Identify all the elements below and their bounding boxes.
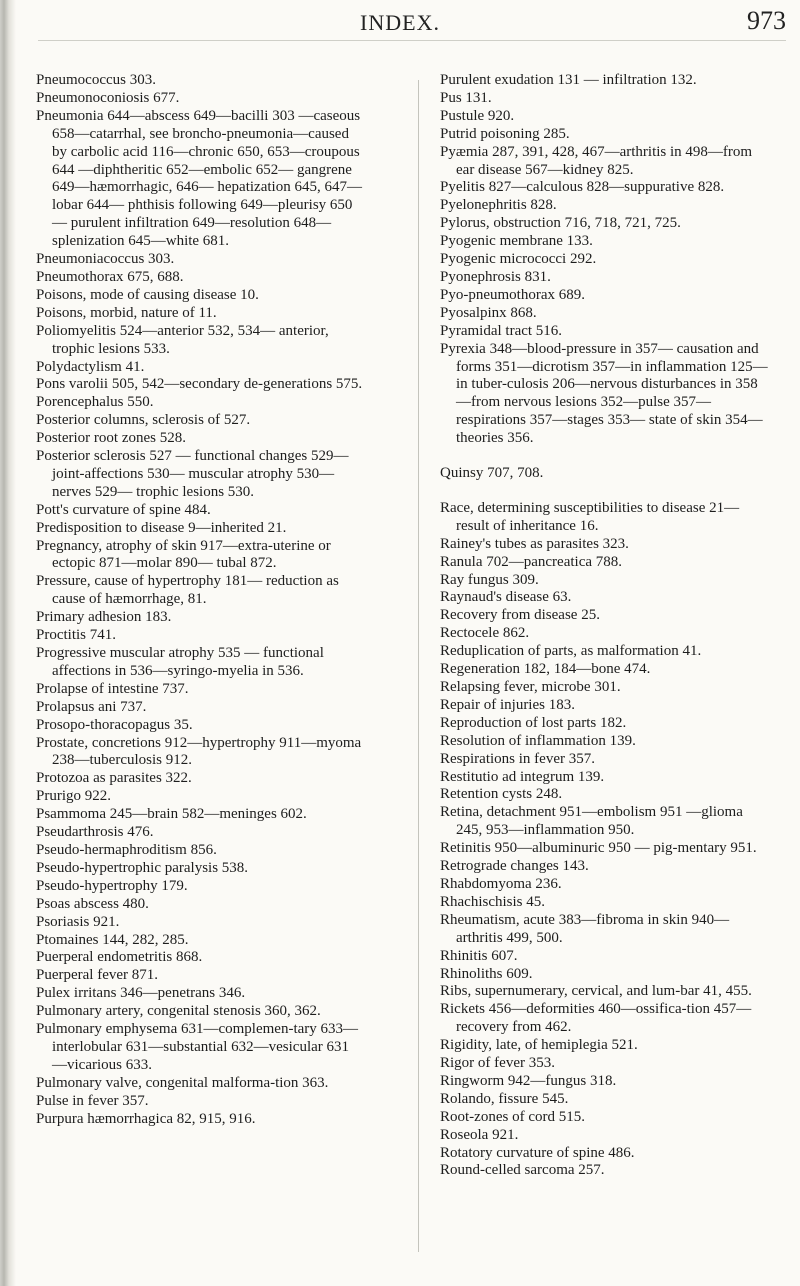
index-entry: Rhabdomyoma 236. <box>440 875 562 892</box>
index-entry: Puerperal fever 871. <box>36 967 159 984</box>
index-entry: Rhinitis 607. <box>440 947 518 964</box>
index-entry: Quinsy 707, 708. <box>440 465 544 482</box>
index-entry: Recovery from disease 25. <box>440 607 600 624</box>
index-entry: Posterior columns, sclerosis of 527. <box>36 412 251 429</box>
index-entry: Ptomaines 144, 282, 285. <box>36 931 189 948</box>
index-entry: Pustule 920. <box>440 107 515 124</box>
index-entry: Psoriasis 921. <box>36 913 120 930</box>
index-entry: Putrid poisoning 285. <box>440 125 570 142</box>
index-entry: Regeneration 182, 184—bone 474. <box>440 661 651 678</box>
index-entry: Rheumatism, acute 383—fibroma in skin 940—arthritis 499, 500. <box>440 911 730 946</box>
index-entry: Pulmonary artery, congenital stenosis 360, 362. <box>36 1003 321 1020</box>
index-entry: Pulex irritans 346—penetrans 346. <box>36 985 246 1002</box>
index-entry: Pneumoniacoccus 303. <box>36 251 175 268</box>
index-entry: Rigor of fever 353. <box>440 1055 555 1072</box>
index-column-right <box>440 72 768 1180</box>
index-entry: Pseudarthrosis 476. <box>36 824 154 841</box>
index-entry: Pylorus, obstruction 716, 718, 721, 725. <box>440 215 681 232</box>
index-entry: Restitutio ad integrum 139. <box>440 768 605 785</box>
index-entry: Pulmonary emphysema 631—complemen-tary 633—interlobular 631—substantial 632—vesicular 631—vicarious 633. <box>36 1021 359 1073</box>
index-entry: Poisons, mode of causing disease 10. <box>36 286 259 303</box>
index-entry: Relapsing fever, microbe 301. <box>440 679 621 695</box>
index-entry: Retinitis 950—albuminuric 950 — pig-mentary 951. <box>440 840 757 857</box>
index-entry: Proctitis 741. <box>36 627 117 644</box>
index-entry: Polydactylism 41. <box>36 358 145 375</box>
index-entry: Puerperal endometritis 868. <box>36 949 203 966</box>
index-entry: Reduplication of parts, as malformation 41. <box>440 643 702 660</box>
index-column-left <box>36 72 364 1128</box>
index-entry: Rolando, fissure 545. <box>440 1090 569 1107</box>
index-entry: Repair of injuries 183. <box>440 696 575 713</box>
index-entry: Pyo-pneumothorax 689. <box>440 286 585 303</box>
index-entry: Race, determining susceptibilities to disease 21—result of inheritance 16. <box>440 499 740 534</box>
page-number: 973 <box>747 6 786 35</box>
index-entry: Ribs, supernumerary, cervical, and lum-bar 41, 455. <box>440 983 752 1000</box>
index-entry: Rickets 456—deformities 460—ossifica-tion 457—recovery from 462. <box>440 1001 752 1036</box>
index-entry: Pyosalpinx 868. <box>440 304 537 321</box>
index-entry: Rigidity, late, of hemiplegia 521. <box>440 1037 638 1054</box>
index-entry: Protozoa as parasites 322. <box>36 770 192 787</box>
column-divider <box>418 80 419 1252</box>
index-entry: Retrograde changes 143. <box>440 858 589 875</box>
index-entry: Resolution of inflammation 139. <box>440 732 636 749</box>
book-spine-shadow <box>0 0 16 1286</box>
index-entry: Poliomyelitis 524—anterior 532, 534— anterior, trophic lesions 533. <box>36 322 329 357</box>
index-entry: Pott's curvature of spine 484. <box>36 501 211 518</box>
index-entry: Primary adhesion 183. <box>36 609 172 626</box>
index-entry: Pressure, cause of hypertrophy 181— reduction as cause of hæmorrhage, 81. <box>36 573 339 608</box>
index-entry: Pyramidal tract 516. <box>440 322 563 339</box>
page-title: INDEX. <box>360 10 440 35</box>
index-entry: Pyonephrosis 831. <box>440 268 551 285</box>
index-entry: Pulse in fever 357. <box>36 1092 149 1109</box>
index-entry: Reproduction of lost parts 182. <box>440 714 627 731</box>
index-entry: Posterior sclerosis 527 — functional changes 529—joint-affections 530— muscular atrophy 530—nerves 529— trophic lesions 530. <box>36 448 349 500</box>
index-entry: Rectocele 862. <box>440 625 530 642</box>
index-entry: Prosopo-thoracopagus 35. <box>36 716 193 733</box>
index-entry: Pseudo-hypertrophic paralysis 538. <box>36 859 249 876</box>
index-entry: Pregnancy, atrophy of skin 917—extra-uterine or ectopic 871—molar 890— tubal 872. <box>36 537 331 572</box>
index-entry: Ringworm 942—fungus 318. <box>440 1072 617 1089</box>
index-entry: Pneumonoconiosis 677. <box>36 89 180 106</box>
index-entry: Pseudo-hypertrophy 179. <box>36 877 188 894</box>
index-entry: Porencephalus 550. <box>36 394 154 411</box>
index-entry: Retina, detachment 951—embolism 951 —glioma 245, 953—inflammation 950. <box>440 804 743 839</box>
index-entry: Pons varolii 505, 542—secondary de-generations 575. <box>36 376 363 393</box>
index-entry: Pneumonia 644—abscess 649—bacilli 303 —caseous 658—catarrhal, see broncho-pneumonia—caused by carbolic acid 116—chronic 650, 653—croupous 644 —diphtheritic 652—embolic 652— gangrene 649—hæmorrhagic, 646— hepatization 645, 647—lobar 644— phthisis following 649—pleurisy 650— purulent infiltration 649—resolution 648—splenization 645—white 681. <box>36 107 362 250</box>
index-entry: Pneumococcus 303. <box>36 72 156 88</box>
header-rule <box>38 40 786 41</box>
index-entry: Pseudo-hermaphroditism 856. <box>36 841 217 858</box>
index-entry: Prolapsus ani 737. <box>36 698 147 715</box>
index-entry: Purpura hæmorrhagica 82, 915, 916. <box>36 1110 256 1127</box>
index-entry: Purulent exudation 131 — infiltration 132. <box>440 72 697 88</box>
index-entry: Psammoma 245—brain 582—meninges 602. <box>36 806 307 823</box>
index-entry: Ranula 702—pancreatica 788. <box>440 553 623 570</box>
index-entry: Rotatory curvature of spine 486. <box>440 1144 635 1161</box>
index-entry: Round-celled sarcoma 257. <box>440 1162 605 1179</box>
index-entry: Retention cysts 248. <box>440 786 563 803</box>
index-entry: Rainey's tubes as parasites 323. <box>440 535 629 552</box>
index-entry: Rhachischisis 45. <box>440 893 545 910</box>
index-entry: Pyogenic micrococci 292. <box>440 251 597 268</box>
index-entry: Pyogenic membrane 133. <box>440 233 593 250</box>
index-entry: Pyelitis 827—calculous 828—suppurative 828. <box>440 179 725 196</box>
index-entry: Progressive muscular atrophy 535 — functional affections in 536—syringo-myelia in 536. <box>36 645 324 679</box>
index-entry: Respirations in fever 357. <box>440 750 595 767</box>
index-entry: Roseola 921. <box>440 1126 519 1143</box>
index-entry: Rhinoliths 609. <box>440 965 533 982</box>
index-entry: Predisposition to disease 9—inherited 21. <box>36 519 287 536</box>
index-entry: Pulmonary valve, congenital malforma-tion 363. <box>36 1074 329 1091</box>
index-entry: Pneumothorax 675, 688. <box>36 268 184 285</box>
index-entry: Pyrexia 348—blood-pressure in 357— causation and forms 351—dicrotism 357—in inflammation 125—in tuber-culosis 206—nervous disturbances in 358—from nervous lesions 352—pulse 357—respirations 357—stages 353— state of skin 354—theories 356. <box>440 340 768 447</box>
index-entry: Prolapse of intestine 737. <box>36 680 189 697</box>
index-entry: Poisons, morbid, nature of 11. <box>36 304 217 321</box>
index-entry: Pus 131. <box>440 89 492 106</box>
index-entry: Ray fungus 309. <box>440 571 539 588</box>
index-entry: Pyæmia 287, 391, 428, 467—arthritis in 498—from ear disease 567—kidney 825. <box>440 143 753 178</box>
index-entry: Psoas abscess 480. <box>36 895 149 912</box>
index-entry: Root-zones of cord 515. <box>440 1108 585 1125</box>
index-entry: Prostate, concretions 912—hypertrophy 911—myoma 238—tuberculosis 912. <box>36 734 362 769</box>
index-entry: Posterior root zones 528. <box>36 430 186 447</box>
index-entry: Pyelonephritis 828. <box>440 197 557 214</box>
index-entry: Prurigo 922. <box>36 788 111 805</box>
index-entry: Raynaud's disease 63. <box>440 589 572 606</box>
